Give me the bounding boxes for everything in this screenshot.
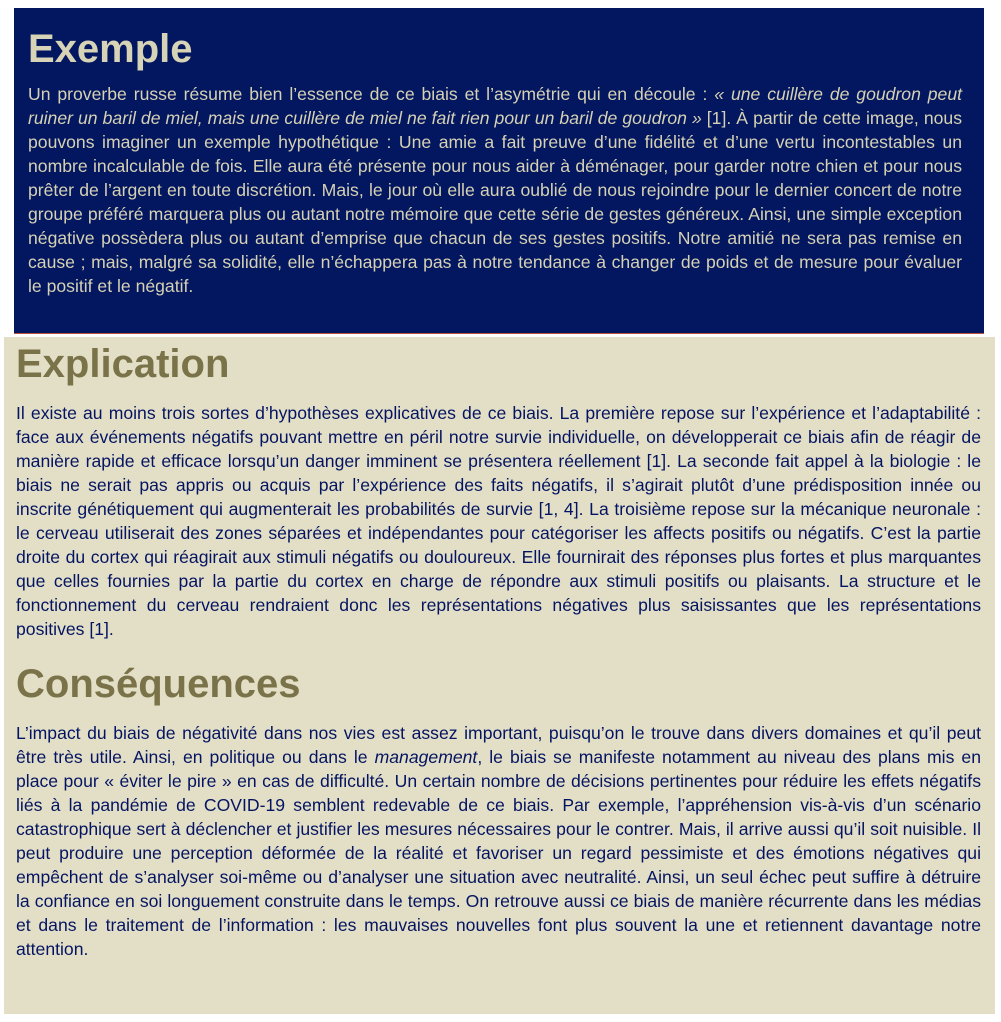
- consequences-title: Conséquences: [16, 662, 301, 706]
- consequences-paragraph: [16, 721, 981, 961]
- exemple-section: [14, 8, 984, 334]
- exemple-quote: « une cuillère de goudron peut ruiner un baril de miel, mais une cuillère de miel ne fait rien pour un baril de goudron »: [28, 84, 963, 128]
- explication-paragraph: Il existe au moins trois sortes d’hypothèses explicatives de ce biais. La première repose sur l’expérience et l’adaptabilité : face aux événements négatifs pouvant mettre en péril notre survie individuelle, on développerait ce biais afin de réagir de manière rapide et efficace lorsqu’un danger imminent se présentera réellement [1]. La seconde fait appel à la biologie : le biais ne serait pas appris ou acquis par l’expérience des faits négatifs, il s’agirait plutôt d’une prédisposition innée ou inscrite génétiquement qui augmenterait les probabilités de survie [1, 4]. La troisième repose sur la mécanique neuronale : le cerveau utiliserait des zones séparées et indépendantes pour catégoriser les affects positifs ou négatifs. C’est la partie droite du cortex qui réagirait aux stimuli négatifs ou douloureux. Elle fournirait des réponses plus fortes et plus marquantes que celles fournies par la partie du cortex en charge de répondre aux stimuli positifs ou plaisants. La structure et le fonctionnement du cerveau rendraient donc les représentations négatives plus saisissantes que les représentations positives [1].: [16, 403, 981, 639]
- exemple-text-start: Un proverbe russe résume bien l’essence de ce biais et l’asymétrie qui en découle :: [28, 84, 715, 104]
- exemple-paragraph: [28, 82, 962, 298]
- content-section: [4, 337, 995, 1014]
- exemple-title: Exemple: [28, 27, 193, 71]
- consequences-emphasis: management: [374, 747, 478, 767]
- consequences-text-end: , le biais se manifeste notamment au niveau des plans mis en place pour « éviter le pire » en cas de difficulté. Un certain nombre de décisions pertinentes pour réduire les effets négatifs liés à la pandémie de COVID-19 semblent redevable de ce biais. Par exemple, l’appréhension vis-à-vis d’un scénario catastrophique sert à déclencher et justifier les mesures nécessaires pour le contrer. Mais, il arrive aussi qu’il soit nuisible. Il peut produire une perception déformée de la réalité et favoriser un regard pessimiste et des émotions négatives qui empêchent de s’analyser soi-même ou d’analyser une situation avec neutralité. Ainsi, un seul échec peut suffire à détruire la confiance en soi longuement construite dans le temps. On retrouve aussi ce biais de manière récurrente dans les médias et dans le traitement de l’information : les mauvaises nouvelles font plus souvent la une et retiennent davantage notre attention.: [16, 747, 981, 959]
- explication-title: Explication: [16, 342, 230, 386]
- exemple-text-end: [1]. À partir de cette image, nous pouvons imaginer un exemple hypothétique : Une amie a fait preuve d’une fidélité et d’une vertu incontestables un nombre incalculable de fois. Elle aura été présente pour nous aider à déménager, pour garder notre chien et pour nous prêter de l’argent en toute discrétion. Mais, le jour où elle aura oublié de nous rejoindre pour le dernier concert de notre groupe préféré marquera plus ou autant notre mémoire que cette série de gestes généreux. Ainsi, une simple exception négative possèdera plus ou autant d’emprise que chacun de ses gestes positifs. Notre amitié ne sera pas remise en cause ; mais, malgré sa solidité, elle n’échappera pas à notre tendance à changer de poids et de mesure pour évaluer le positif et le négatif.: [28, 108, 963, 296]
- consequences-text-start: L’impact du biais de négativité dans nos vies est assez important, puisqu’on le trouve dans divers domaines et qu’il peut être très utile. Ainsi, en politique ou dans le: [16, 723, 981, 767]
